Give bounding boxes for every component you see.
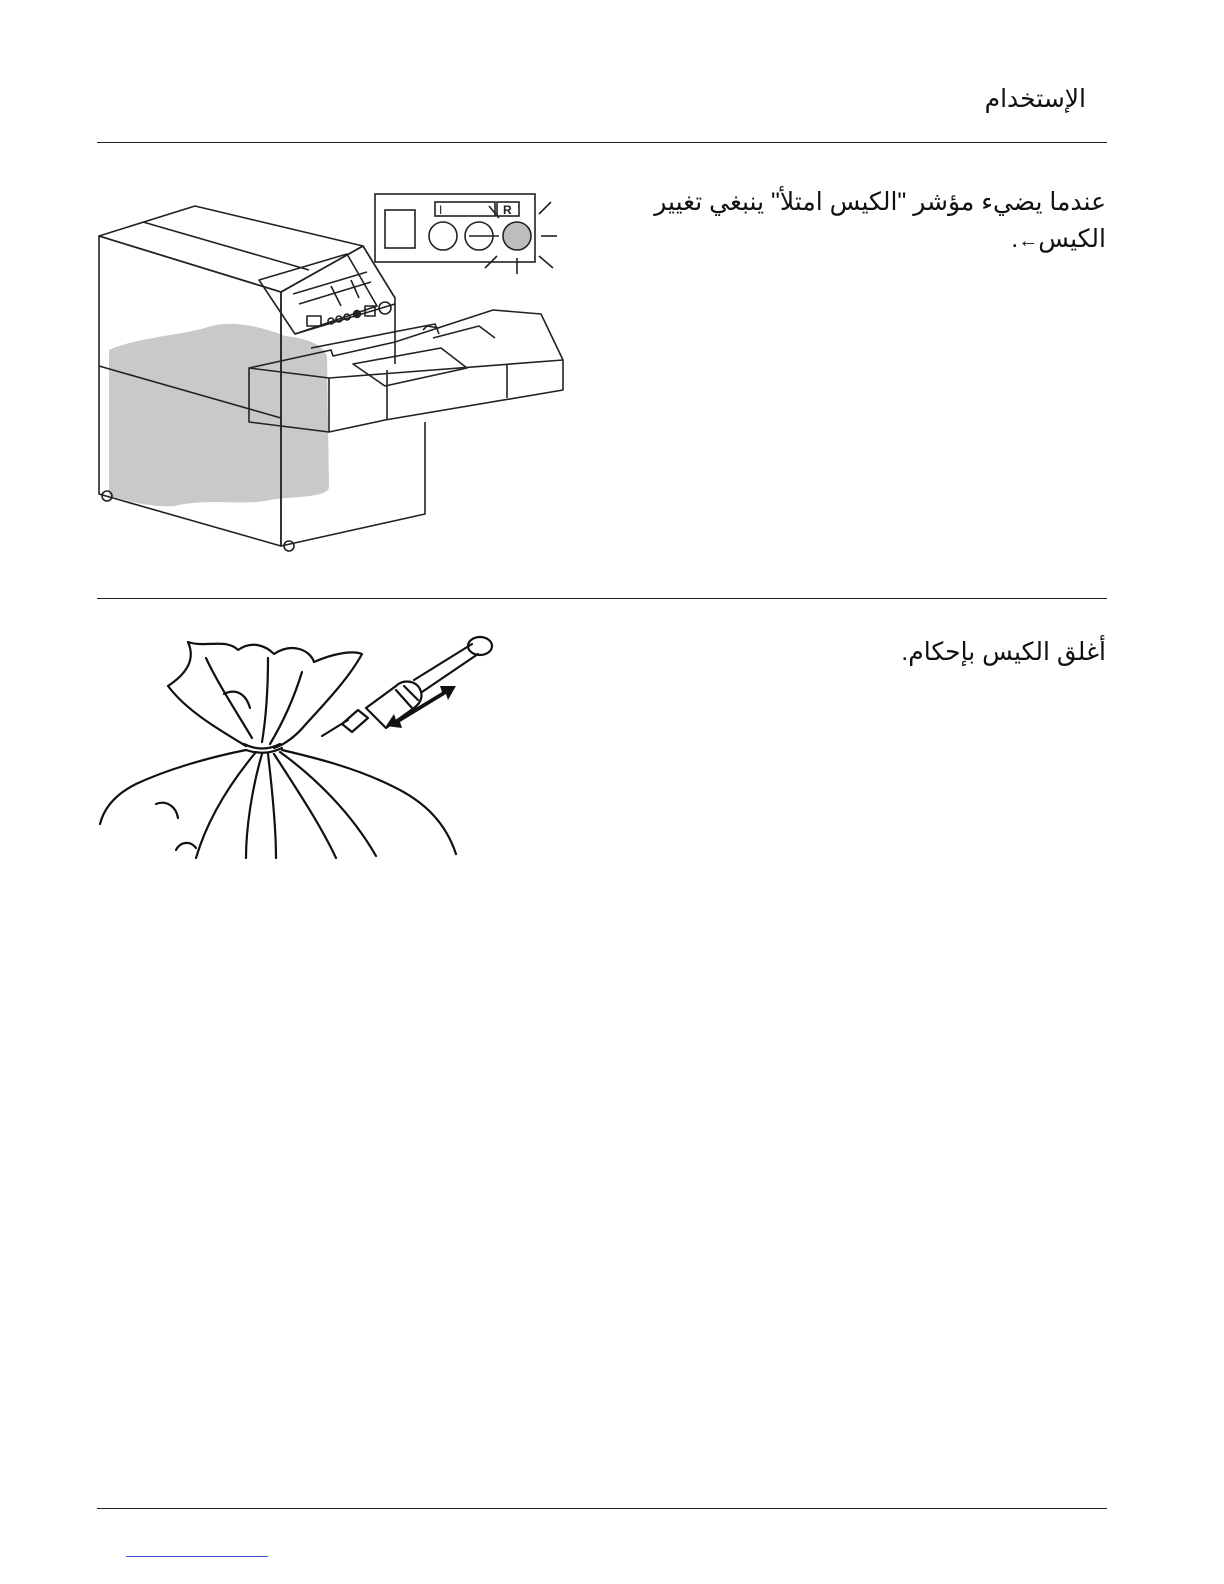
footer-link-underline bbox=[126, 1556, 268, 1557]
panel-label-r: R bbox=[503, 203, 512, 217]
step1-line2-word: الكيس bbox=[1038, 225, 1106, 253]
section-divider bbox=[97, 598, 1107, 599]
header-divider bbox=[97, 142, 1107, 143]
step2-instruction: أغلق الكيس بإحكام. bbox=[901, 638, 1106, 666]
step1-line2 bbox=[586, 221, 1106, 260]
shredder-illustration bbox=[95, 188, 575, 560]
section-title: الإستخدام bbox=[984, 85, 1086, 113]
tied-bag-illustration bbox=[96, 628, 506, 860]
arrow-left-icon: ← bbox=[1018, 230, 1039, 252]
step1-line2-end: . bbox=[1011, 225, 1019, 253]
panel-label-i: I bbox=[439, 203, 443, 217]
step1-line1: عندما يضيء مؤشر "الكيس امتلأ" ينبغي تغيير bbox=[654, 188, 1106, 216]
footer-divider bbox=[97, 1508, 1107, 1509]
step1-instruction bbox=[586, 184, 1106, 260]
